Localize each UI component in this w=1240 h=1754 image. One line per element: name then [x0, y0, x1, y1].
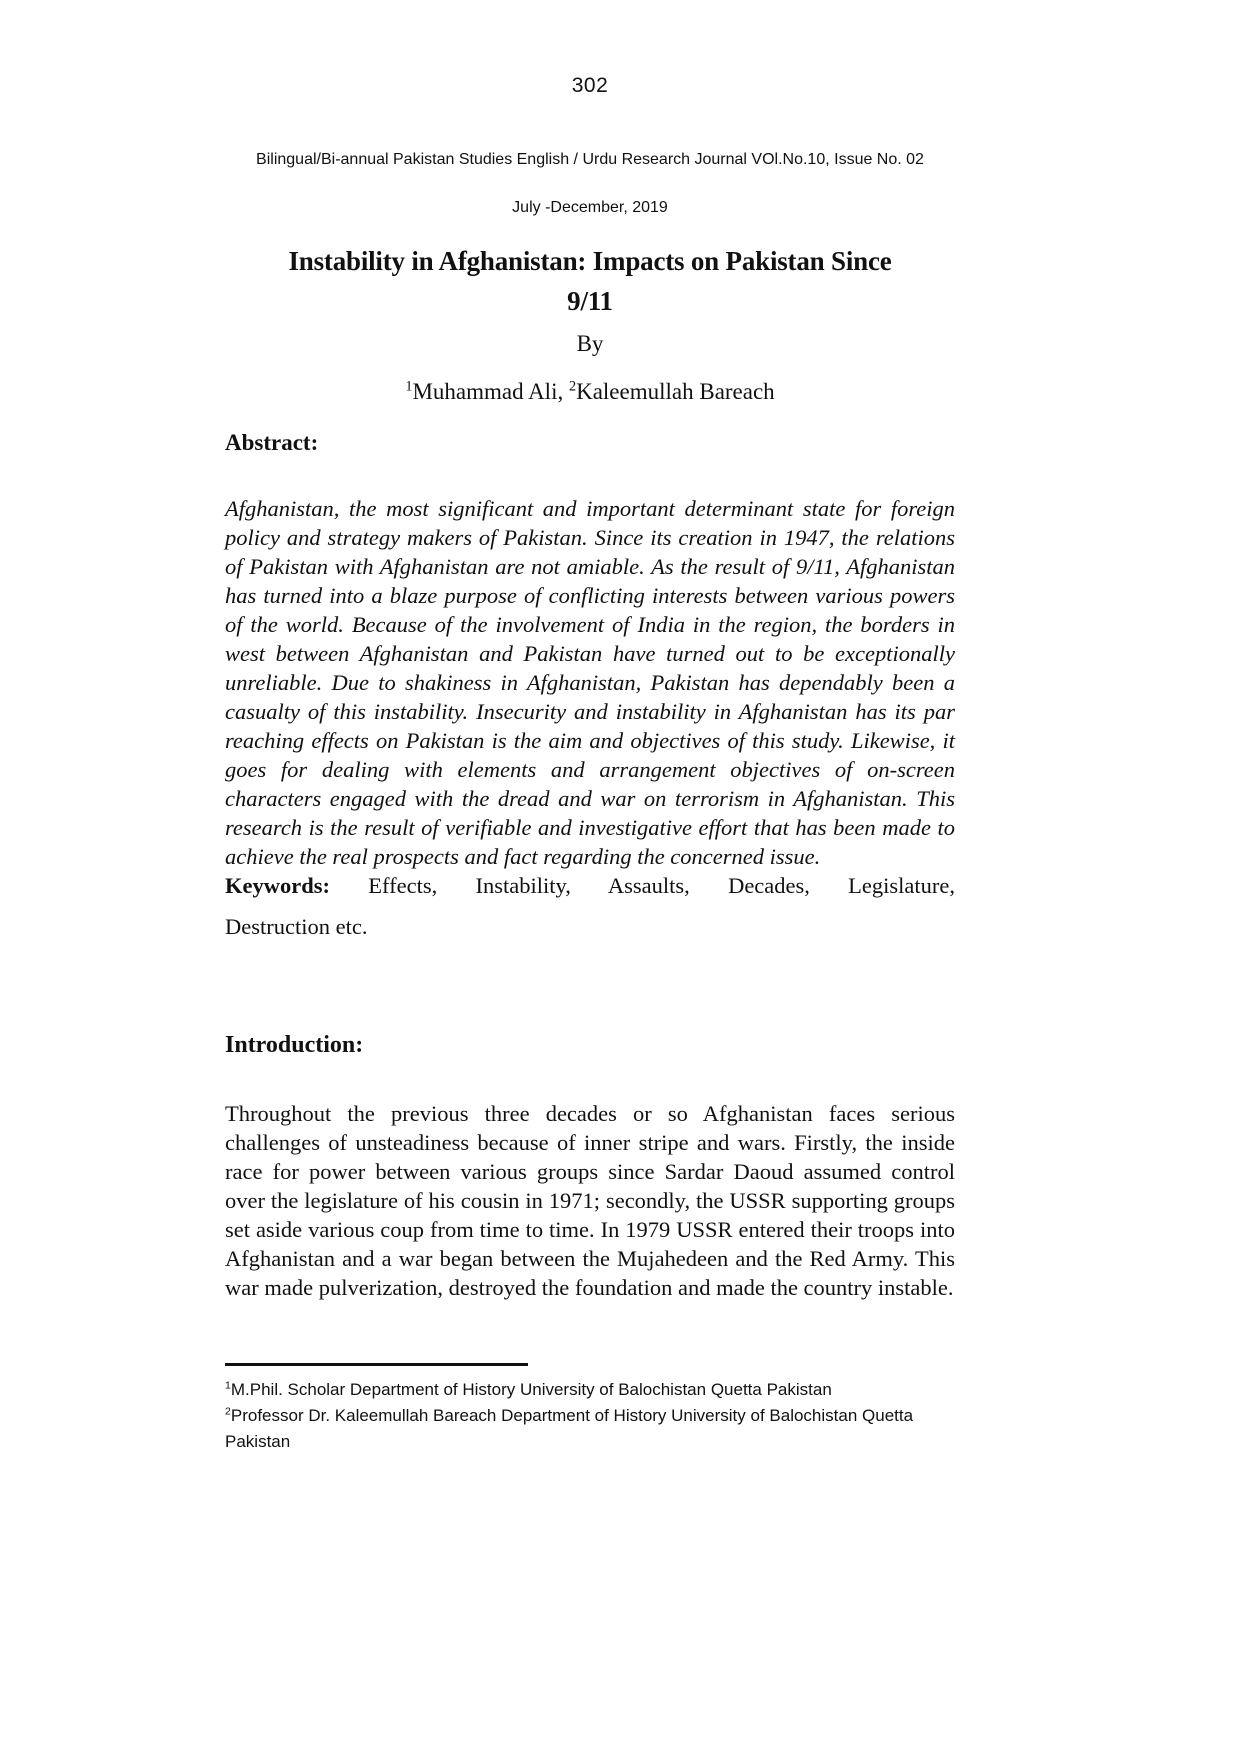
keywords-text: Effects, Instability, Assaults, Decades, Legislature,	[368, 873, 955, 898]
byline: By	[576, 331, 604, 356]
keywords-label: Keywords:	[225, 873, 330, 898]
author-2-name: Kaleemullah Bareach	[576, 379, 775, 404]
footnote-2-text: Professor Dr. Kaleemullah Bareach Department of History University of Balochistan Quetta Pakistan	[225, 1406, 914, 1451]
footnote-1	[225, 1377, 955, 1403]
page-number: 302	[571, 74, 609, 97]
abstract-section	[225, 494, 955, 941]
footnote-separator	[225, 1363, 528, 1366]
issue-date: July -December, 2019	[512, 199, 668, 216]
abstract-body: Afghanistan, the most significant and important determinant state for foreign policy and strategy makers of Pakistan. Since its creation in 1947, the relations of Pakistan with Afghanistan are not amiable. As the result of 9/11, Afghanistan has turned into a blaze purpose of conflicting interests between various powers of the world. Because of the involvement of India in the region, the borders in west between Afghanistan and Pakistan have turned out to be exceptionally unreliable. Due to shakiness in Afghanistan, Pakistan has dependably been a casualty of this instability. Insecurity and instability in Afghanistan has its par reaching effects on Pakistan is the aim and objectives of this study. Likewise, it goes for dealing with elements and arrangement objectives of on-screen characters engaged with the dread and war on terrorism in Afghanistan. This research is the result of verifiable and investigative effort that has been made to achieve the real prospects and fact regarding the concerned issue.	[225, 496, 955, 869]
footnote-1-marker: 1	[225, 1379, 231, 1392]
introduction-body: Throughout the previous three decades or so Afghanistan faces serious challenges of unsteadiness because of inner stripe and wars. Firstly, the inside race for power between various groups since Sardar Daoud assumed control over the legislature of his cousin in 1971; secondly, the USSR supporting groups set aside various coup from time to time. In 1979 USSR entered their troops into Afghanistan and a war began between the Mujahedeen and the Red Army. This war made pulverization, destroyed the foundation and made the country instable.	[225, 1101, 955, 1300]
article-title	[225, 241, 955, 321]
author-1-name: Muhammad Ali,	[412, 379, 569, 404]
abstract-heading: Abstract:	[225, 430, 319, 455]
author-1-footnote-ref: 1	[405, 378, 413, 395]
introduction-heading: Introduction:	[225, 1032, 364, 1058]
footnote-2-marker: 2	[225, 1405, 231, 1418]
authors-line	[225, 379, 955, 405]
footnote-2	[225, 1403, 955, 1455]
footnote-section	[225, 1363, 955, 1455]
article-title-line1: Instability in Afghanistan: Impacts on Pakistan Since	[288, 246, 892, 276]
author-2-footnote-ref: 2	[568, 378, 577, 395]
keywords-line	[225, 871, 955, 900]
journal-header: Bilingual/Bi-annual Pakistan Studies English / Urdu Research Journal VOl.No.10, Issue No. 02	[256, 151, 924, 168]
footnote-1-text: M.Phil. Scholar Department of History University of Balochistan Quetta Pakistan	[230, 1380, 832, 1399]
keywords-tail: Destruction etc.	[225, 914, 368, 939]
article-title-line2: 9/11	[567, 286, 613, 316]
